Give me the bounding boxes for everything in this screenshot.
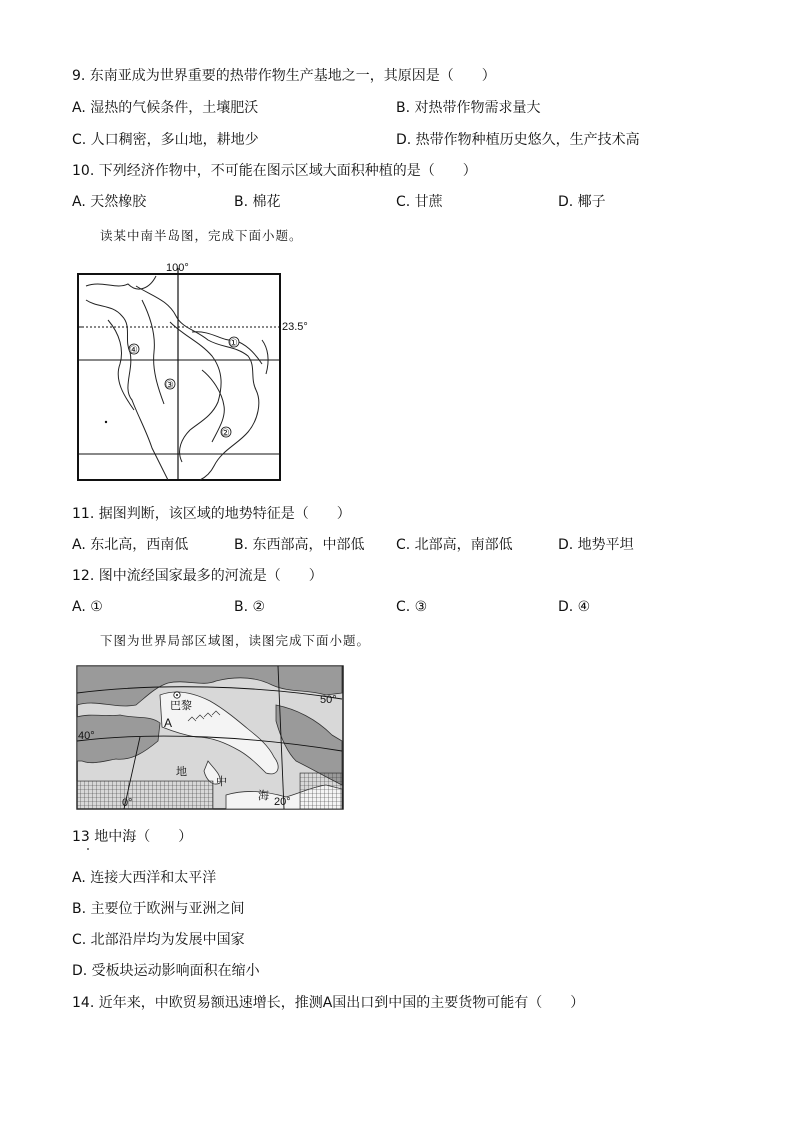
stray-dot	[87, 848, 89, 850]
q12-option-c: C. ③	[396, 599, 428, 615]
paris-label: 巴黎	[170, 700, 192, 712]
river-marker-4: ④	[129, 345, 138, 356]
lat-50-label: 50°	[320, 694, 337, 706]
q9-option-c: C. 人口稠密，多山地，耕地少	[72, 132, 259, 148]
q10-option-b: B. 棉花	[234, 194, 281, 210]
q12-option-a: A. ①	[72, 599, 103, 615]
q11-option-c: C. 北部高，南部低	[396, 537, 513, 553]
q11-option-a: A. 东北高，西南低	[72, 537, 189, 553]
lat-40-label: 40°	[78, 730, 95, 742]
q10-option-d: D. 椰子	[558, 194, 606, 210]
q10-stem: 10. 下列经济作物中，不可能在图示区域大面积种植的是（ ）	[72, 163, 477, 179]
q10-option-a: A. 天然橡胶	[72, 194, 147, 210]
q9-option-b: B. 对热带作物需求量大	[396, 100, 541, 116]
q9-stem: 9. 东南亚成为世界重要的热带作物生产基地之一，其原因是（ ）	[72, 68, 496, 84]
sea-char-3: 海	[258, 790, 269, 802]
q11-option-b: B. 东西部高，中部低	[234, 537, 365, 553]
q12-option-d: D. ④	[558, 599, 591, 615]
sea-char-1: 地	[176, 766, 187, 778]
q13-option-c: C. 北部沿岸均为发展中国家	[72, 932, 245, 948]
lon-0-label: 0°	[122, 797, 133, 809]
europe-map	[76, 665, 344, 810]
q13-option-b: B. 主要位于欧洲与亚洲之间	[72, 901, 245, 917]
river-marker-2: ②	[221, 428, 230, 439]
q10-option-c: C. 甘蔗	[396, 194, 443, 210]
q12-option-b: B. ②	[234, 599, 266, 615]
river-marker-1: ①	[229, 338, 238, 349]
country-a-label: A	[164, 716, 173, 730]
intro-map1: 读某中南半岛图，完成下面小题。	[100, 228, 303, 243]
sea-char-2: 中	[216, 776, 227, 788]
lon-20-label: 20°	[274, 796, 291, 808]
q14-stem: 14. 近年来，中欧贸易额迅速增长，推测A国出口到中国的主要货物可能有（ ）	[72, 995, 585, 1011]
river-marker-3: ③	[165, 380, 174, 391]
lon-100-label: 100°	[166, 262, 189, 274]
indochina-map	[72, 260, 312, 488]
q9-option-a: A. 湿热的气候条件，土壤肥沃	[72, 100, 259, 116]
q11-stem: 11. 据图判断，该区域的地势特征是（ ）	[72, 506, 351, 522]
q12-stem: 12. 图中流经国家最多的河流是（ ）	[72, 568, 323, 584]
q13-stem: 13 地中海（ ）	[72, 829, 193, 845]
q11-option-d: D. 地势平坦	[558, 537, 634, 553]
q13-option-a: A. 连接大西洋和太平洋	[72, 870, 217, 886]
q9-option-d: D. 热带作物种植历史悠久，生产技术高	[396, 132, 640, 148]
q13-option-d: D. 受板块运动影响面积在缩小	[72, 963, 260, 979]
lat-23-5-label: 23.5°	[282, 321, 308, 333]
intro-map2: 下图为世界局部区域图，读图完成下面小题。	[100, 633, 371, 648]
